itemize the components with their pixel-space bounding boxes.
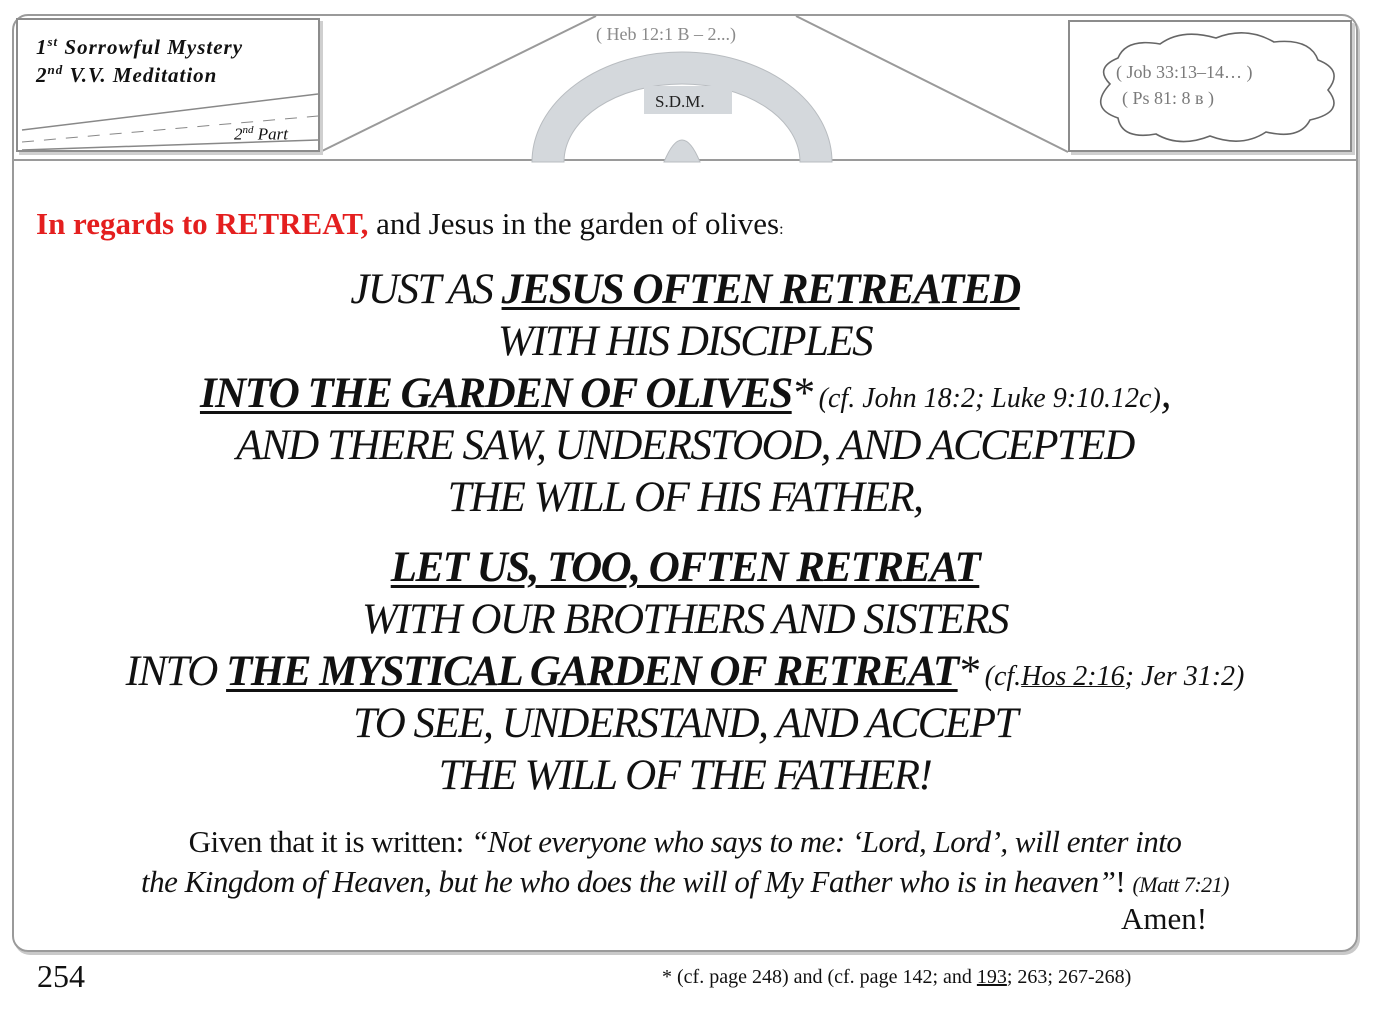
quote-line1: Given that it is written: “Not everyone who says to me: ‘Lord, Lord’, will enter into: [188, 824, 1182, 859]
intro-text: and Jesus in the garden of olives: [368, 206, 780, 241]
block1-line4: AND THERE SAW, UNDERSTOOD, AND ACCEPTED: [236, 422, 1134, 469]
intro-line: In regards to RETREAT, and Jesus in the garden of olives:: [36, 206, 784, 241]
block2-line1: LET US, TOO, OFTEN RETREAT: [390, 544, 980, 591]
block1-line1: JUST AS JESUS OFTEN RETREATED: [350, 266, 1020, 313]
block1-line3: INTO THE GARDEN OF OLIVES* (cf. John 18:2; Luke 9:10.12c),: [199, 370, 1171, 417]
part-label: 2nd Part: [234, 124, 288, 144]
sdm-label: S.D.M.: [655, 92, 705, 111]
cloud-icon: [1070, 22, 1350, 150]
cloud-reference-1: ( Job 33:13–14… ): [1116, 62, 1253, 82]
page-number: 254: [37, 958, 85, 994]
title-box: [16, 18, 320, 152]
title-line-2: 2nd V.V. Meditation: [36, 62, 218, 87]
block2-line4: TO SEE, UNDERSTAND, AND ACCEPT: [353, 700, 1017, 747]
footnote: * (cf. page 248) and (cf. page 142; and 193; 263; 267-268): [662, 966, 1132, 988]
intro-highlight: In regards to RETREAT,: [36, 206, 369, 241]
block2-line2: WITH OUR BROTHERS AND SISTERS: [361, 596, 1009, 643]
cloud-reference-2: ( Ps 81: 8 в ): [1122, 88, 1215, 108]
title-line-1: 1st Sorrowful Mystery: [36, 34, 244, 59]
block2-line3: INTO THE MYSTICAL GARDEN OF RETREAT* (cf.Hos 2:16; Jer 31:2): [125, 648, 1245, 695]
block1-line2: WITH HIS DISCIPLES: [497, 318, 873, 365]
arch-pillar: [664, 140, 700, 162]
amen: Amen!: [1121, 901, 1208, 936]
block2-line5: THE WILL OF THE FATHER!: [438, 752, 932, 799]
perspective-line-right: [796, 16, 1068, 152]
heb-reference: ( Heb 12:1 B – 2...): [596, 24, 736, 44]
quote-line2: the Kingdom of Heaven, but he who does the will of My Father who is in heaven”! (Matt 7:21): [141, 864, 1229, 899]
block1-line5: THE WILL OF HIS FATHER,: [447, 474, 923, 521]
reference-box: [1068, 20, 1352, 152]
